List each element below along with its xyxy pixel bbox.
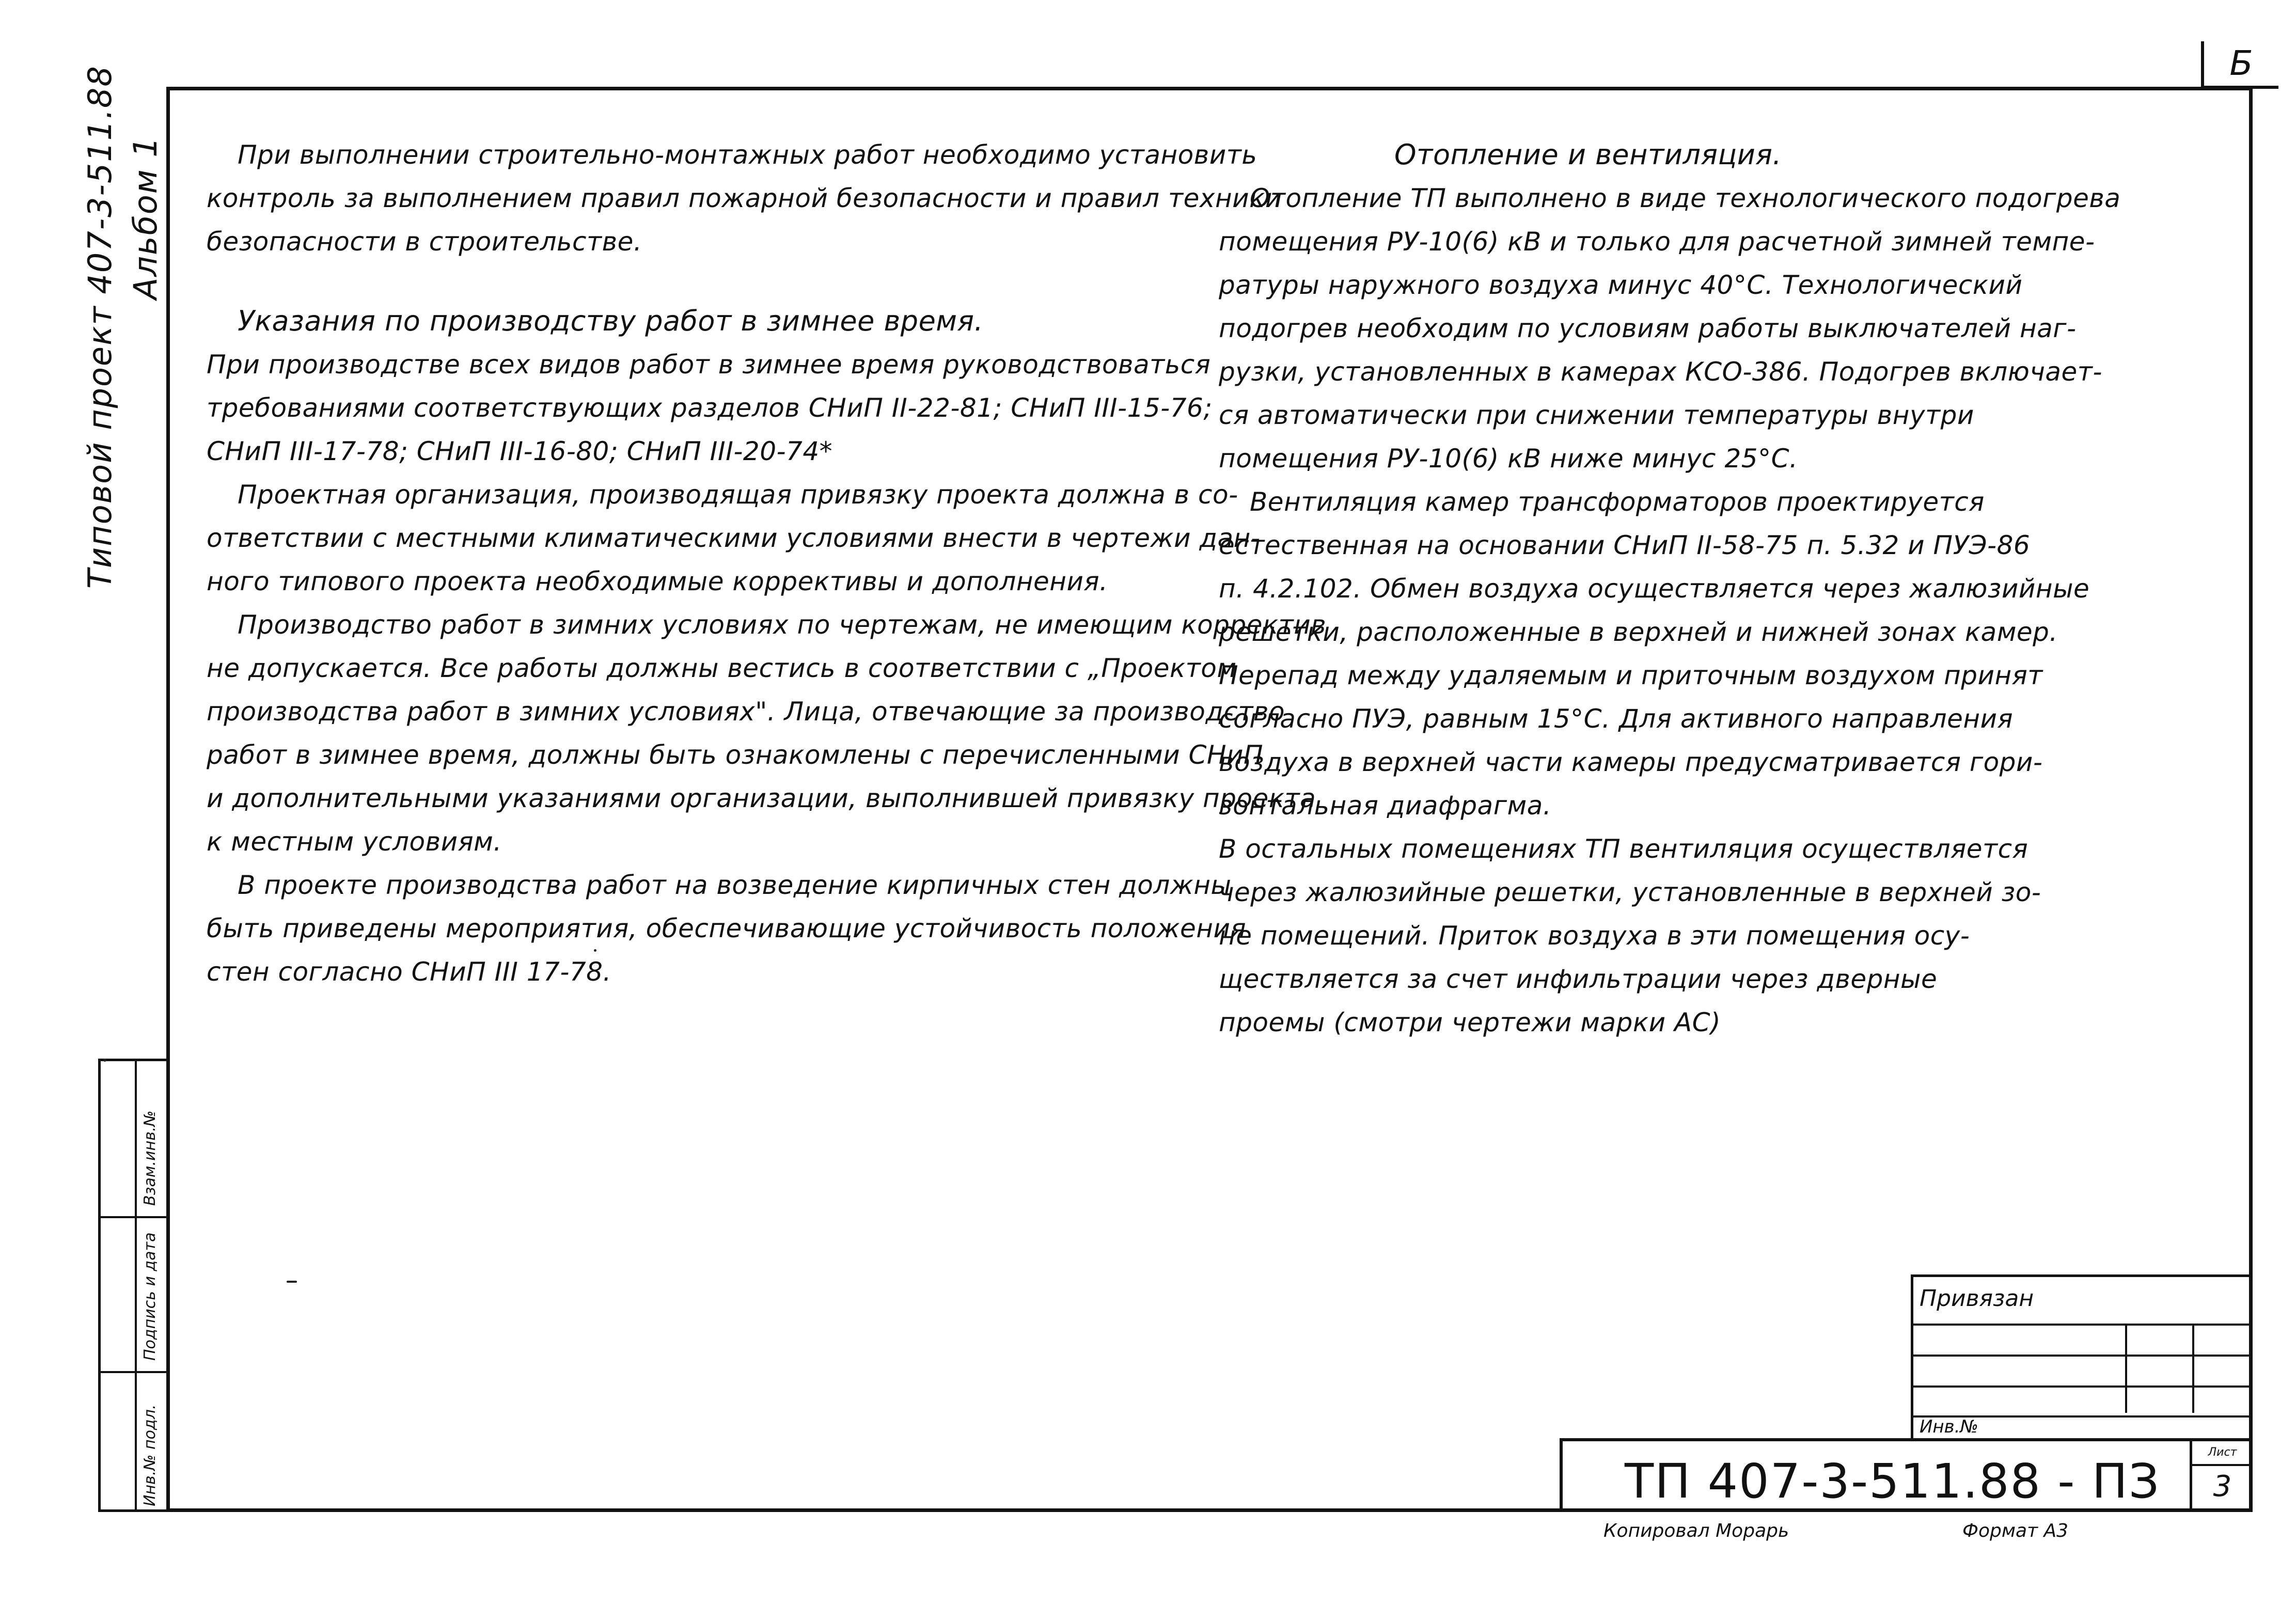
stamp-inv-podl: Инв.№ подл. — [141, 1404, 159, 1506]
text-line: ответствии с местными климатическими условиями внести в чертежи дан- — [207, 523, 1261, 553]
table-rule — [2125, 1324, 2127, 1413]
text-line: помещения РУ-10(6) кВ ниже минус 25°С. — [1219, 444, 1798, 474]
text-line: ся автоматически при снижении температуры внутри — [1219, 400, 1974, 430]
title-block — [1560, 1438, 2253, 1512]
text-line: Проектная организация, производящая привязку проекта должна в со- — [238, 480, 1238, 510]
scan-speck — [103, 1059, 106, 1062]
text-line: ного типового проекта необходимые коррективы и дополнения. — [207, 566, 1108, 596]
sheet-cell — [2190, 1441, 2253, 1512]
scan-speck — [287, 1281, 297, 1283]
stamp-divider — [101, 1371, 166, 1373]
text-line: зонтальная диафрагма. — [1219, 791, 1552, 821]
scan-speck — [594, 949, 596, 952]
table-rule — [2192, 1324, 2194, 1413]
stamp-divider — [101, 1216, 166, 1218]
side-title-project: Типовой проект 407-3-511.88 — [81, 65, 119, 589]
sheet-corner-number: Б — [2201, 41, 2278, 89]
document-code: ТП 407-3-511.88 - ПЗ — [1625, 1454, 2160, 1509]
text-line: При производстве всех видов работ в зимнее время руководствоваться — [207, 350, 1211, 380]
text-line: Производство работ в зимних условиях по чертежам, не имеющим корректив — [238, 610, 1327, 640]
section-heading: Отопление и вентиляция. — [1394, 138, 1782, 171]
copied-by-label: Копировал Морарь — [1603, 1520, 1789, 1541]
text-line: Перепад между удаляемым и приточным воздухом принят — [1219, 660, 2043, 690]
text-line: контроль за выполнением правил пожарной безопасности и правил техники — [207, 183, 1282, 213]
approval-stamp-strip — [98, 1059, 166, 1512]
stamp-podpis-data: Подпись и дата — [141, 1232, 159, 1361]
text-line: естественная на основании СНиП II-58-75 п. 5.32 и ПУЭ-86 — [1219, 530, 2031, 560]
text-line: через жалюзийные решетки, установленные в верхней зо- — [1219, 877, 2041, 907]
text-line: Вентиляция камер трансформаторов проектируется — [1250, 487, 1985, 517]
sheet-number: 3 — [2213, 1470, 2232, 1503]
text-line: проемы (смотри чертежи марки АС) — [1219, 1007, 1721, 1037]
text-line: ратуры наружного воздуха минус 40°С. Технологический — [1219, 270, 2023, 300]
text-line: требованиями соответствующих разделов СНиП II-22-81; СНиП III-15-76; — [207, 393, 1213, 423]
text-line: производства работ в зимних условиях". Лица, отвечающие за производство — [207, 697, 1285, 727]
text-line: работ в зимнее время, должны быть ознакомлены с перечисленными СНиП — [207, 740, 1264, 770]
text-line: В проекте производства работ на возведение кирпичных стен должны — [238, 870, 1232, 900]
text-line: СНиП III-17-78; СНиП III-16-80; СНиП III-20-74* — [207, 436, 833, 466]
text-line: не допускается. Все работы должны вестись в соответствии с „Проектом — [207, 653, 1237, 683]
table-rule — [1913, 1355, 2253, 1357]
text-line: рузки, установленных в камерах КСО-386. Подогрев включает- — [1219, 357, 2102, 387]
side-title — [77, 65, 168, 589]
text-line: стен согласно СНиП III 17-78. — [207, 957, 611, 987]
sheet-label: Лист — [2192, 1441, 2253, 1466]
text-line: При выполнении строительно-монтажных работ необходимо установить — [238, 140, 1257, 170]
stamp-divider — [135, 1061, 137, 1509]
table-rule — [1913, 1385, 2253, 1388]
text-line: согласно ПУЭ, равным 15°С. Для активного направления — [1219, 704, 2014, 734]
text-line: к местным условиям. — [207, 827, 502, 857]
text-line: быть приведены мероприятия, обеспечивающие устойчивость положения — [207, 914, 1247, 943]
side-title-album: Альбом 1 — [127, 136, 164, 300]
binding-table — [1911, 1274, 2253, 1440]
table-rule — [1913, 1324, 2253, 1326]
text-line: подогрев необходим по условиям работы выключателей наг- — [1219, 313, 2077, 343]
text-line: решетки, расположенные в верхней и нижней зонах камер. — [1219, 617, 2058, 647]
text-line: и дополнительными указаниями организации, выполнившей привязку проекта — [207, 783, 1316, 813]
format-label: Формат А3 — [1962, 1520, 2069, 1541]
text-line: воздуха в верхней части камеры предусматривается гори- — [1219, 747, 2043, 777]
text-line: В остальных помещениях ТП вентиляция осуществляется — [1219, 834, 2028, 864]
section-heading: Указания по производству работ в зимнее время. — [238, 305, 984, 337]
right-text-column — [1219, 133, 2231, 1044]
left-text-column — [207, 133, 1327, 994]
privyazan-label: Привязан — [1920, 1285, 2034, 1312]
paragraph-gap — [207, 263, 1219, 300]
text-line: ществляется за счет инфильтрации через дверные — [1219, 964, 1938, 994]
text-line: п. 4.2.102. Обмен воздуха осуществляется через жалюзийные — [1219, 574, 2090, 604]
text-line: Отопление ТП выполнено в виде технологического подогрева — [1250, 183, 2121, 213]
stamp-vzam-inv: Взам.инв.№ — [141, 1110, 159, 1206]
inv-number-label: Инв.№ — [1920, 1416, 1978, 1437]
text-line: помещения РУ-10(6) кВ и только для расчетной зимней темпе- — [1219, 227, 2095, 257]
text-line: безопасности в строительстве. — [207, 227, 642, 257]
text-line: не помещений. Приток воздуха в эти помещения осу- — [1219, 921, 1970, 951]
